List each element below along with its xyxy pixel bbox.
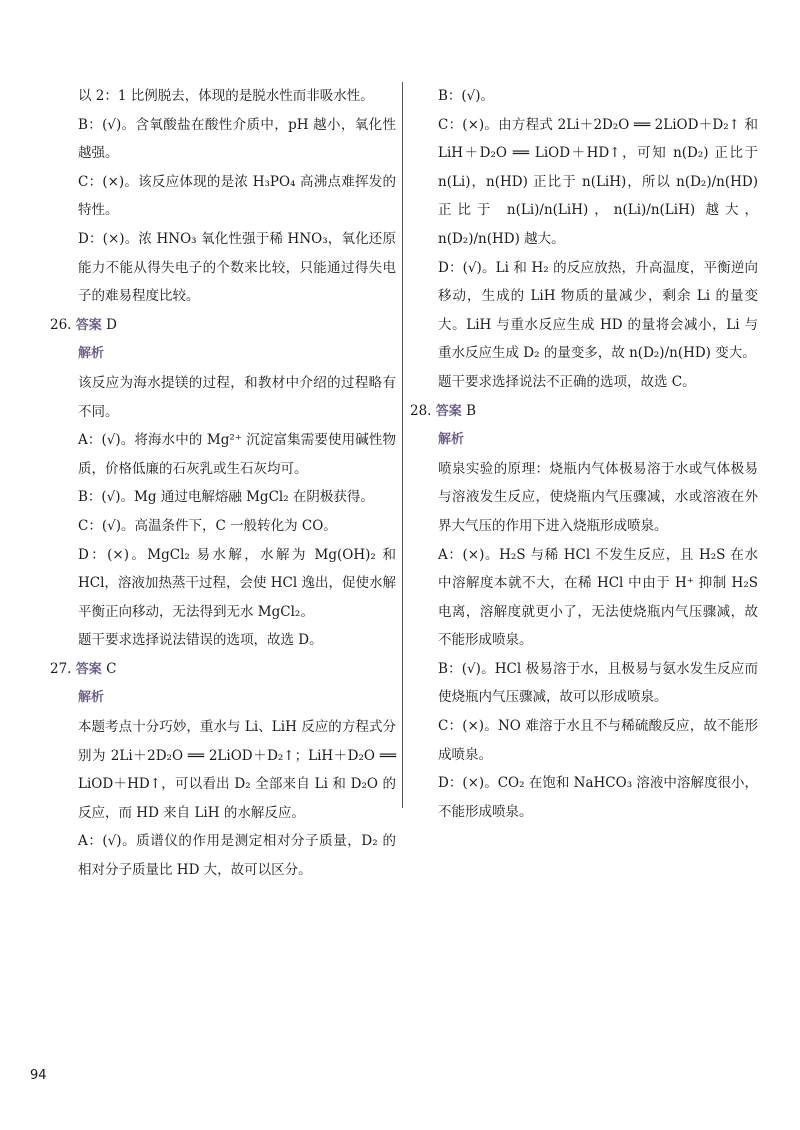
question-number: 26. — [50, 316, 72, 333]
answer-line — [410, 397, 758, 427]
paragraph: D：(√)。Li 和 H₂ 的反应放热，升高温度，平衡逆向移动，生成的 LiH 物质的量减少，剩余 Li 的量变大。LiH 与重水反应生成 HD 的量将会减小，Li 与重水反应生成 D₂ 的量变多，故 n(D₂)/n(HD) 变大。 — [438, 259, 758, 362]
paragraph: D：(×)。CO₂ 在饱和 NaHCO₃ 溶液中溶解度很小，不能形成喷泉。 — [438, 775, 758, 820]
column-divider — [402, 82, 403, 808]
paragraph: C：(√)。高温条件下，C 一般转化为 CO。 — [78, 517, 337, 534]
paragraph: C：(×)。该反应体现的是浓 H₃PO₄ 高沸点难挥发的特性。 — [78, 173, 396, 219]
question-number: 27. — [50, 660, 72, 677]
paragraph: B：(√)。 — [438, 88, 495, 104]
paragraph: D：(×)。浓 HNO₃ 氧化性强于稀 HNO₃，氧化还原能力不能从得失电子的个数来比较，只能通过得失电子的难易程度比较。 — [78, 230, 396, 305]
answer-value: C — [106, 660, 117, 677]
answer-label: 答案 — [435, 403, 462, 419]
paragraph: C：(×)。NO 难溶于水且不与稀硫酸反应，故不能形成喷泉。 — [438, 718, 758, 763]
analysis-heading: 解析 — [78, 346, 105, 362]
paragraph: 题干要求选择说法不正确的选项，故选 C。 — [438, 373, 696, 390]
answer-label: 答案 — [75, 317, 102, 333]
right-column — [410, 82, 758, 826]
left-column — [50, 82, 396, 885]
answer-line — [50, 655, 396, 685]
answer-value: B — [466, 402, 477, 419]
analysis-heading: 解析 — [438, 432, 465, 448]
analysis-heading: 解析 — [78, 690, 105, 706]
paragraph: B：(√)。含氧酸盐在酸性介质中，pH 越小，氧化性越强。 — [78, 116, 396, 162]
paragraph: 该反应为海水提镁的过程，和教材中介绍的过程略有不同。 — [78, 374, 396, 420]
paragraph: 以 2：1 比例脱去，体现的是脱水性而非吸水性。 — [78, 88, 374, 104]
answer-line — [50, 311, 396, 341]
paragraph: C：(×)。由方程式 2Li＋2D₂O ══ 2LiOD＋D₂↑ 和 LiH＋D₂O ══ LiOD＋HD↑，可知 n(D₂) 正比于 n(Li)，n(HD) 正比于 n(LiH)，所以 n(D₂)/n(HD) 正比于 n(Li)/n(LiH)，n(Li)/n(LiH) 越大，n(D₂)/n(HD) 越大。 — [438, 116, 758, 247]
paragraph: A：(√)。质谱仪的作用是测定相对分子质量，D₂ 的相对分子质量比 HD 大，故可以区分。 — [78, 833, 396, 879]
question-number: 28. — [410, 402, 432, 419]
paragraph: A：(×)。H₂S 与稀 HCl 不发生反应，且 H₂S 在水中溶解度本就不大，在稀 HCl 中由于 H⁺ 抑制 H₂S 电离，溶解度就更小了，无法使烧瓶内气压骤减，故不能形成喷泉。 — [438, 546, 758, 649]
paragraph: D：(×)。MgCl₂ 易水解，水解为 Mg(OH)₂ 和 HCl，溶液加热蒸干过程，会使 HCl 逸出，促使水解平衡正向移动，无法得到无水 MgCl₂。 — [78, 546, 396, 620]
page-number: 94 — [30, 1068, 47, 1083]
answer-value: D — [106, 316, 117, 333]
paragraph: B：(√)。HCl 极易溶于水，且极易与氨水发生反应而使烧瓶内气压骤减，故可以形成喷泉。 — [438, 660, 758, 706]
paragraph: A：(√)。将海水中的 Mg²⁺ 沉淀富集需要使用碱性物质，价格低廉的石灰乳或生石灰均可。 — [78, 432, 396, 477]
paragraph: B：(√)。Mg 通过电解熔融 MgCl₂ 在阴极获得。 — [78, 489, 374, 506]
paragraph: 题干要求选择说法错误的选项，故选 D。 — [78, 632, 323, 649]
answer-label: 答案 — [75, 661, 102, 677]
paragraph: 喷泉实验的原理：烧瓶内气体极易溶于水或气体极易与溶液发生反应，使烧瓶内气压骤减，水或溶液在外界大气压的作用下进入烧瓶形成喷泉。 — [438, 460, 758, 534]
paragraph: 本题考点十分巧妙，重水与 Li、LiH 反应的方程式分别为 2Li＋2D₂O ══ 2LiOD＋D₂↑；LiH＋D₂O ══ LiOD＋HD↑，可以看出 D₂ 全部来自 Li 和 D₂O 的反应，而 HD 来自 LiH 的水解反应。 — [78, 719, 396, 821]
